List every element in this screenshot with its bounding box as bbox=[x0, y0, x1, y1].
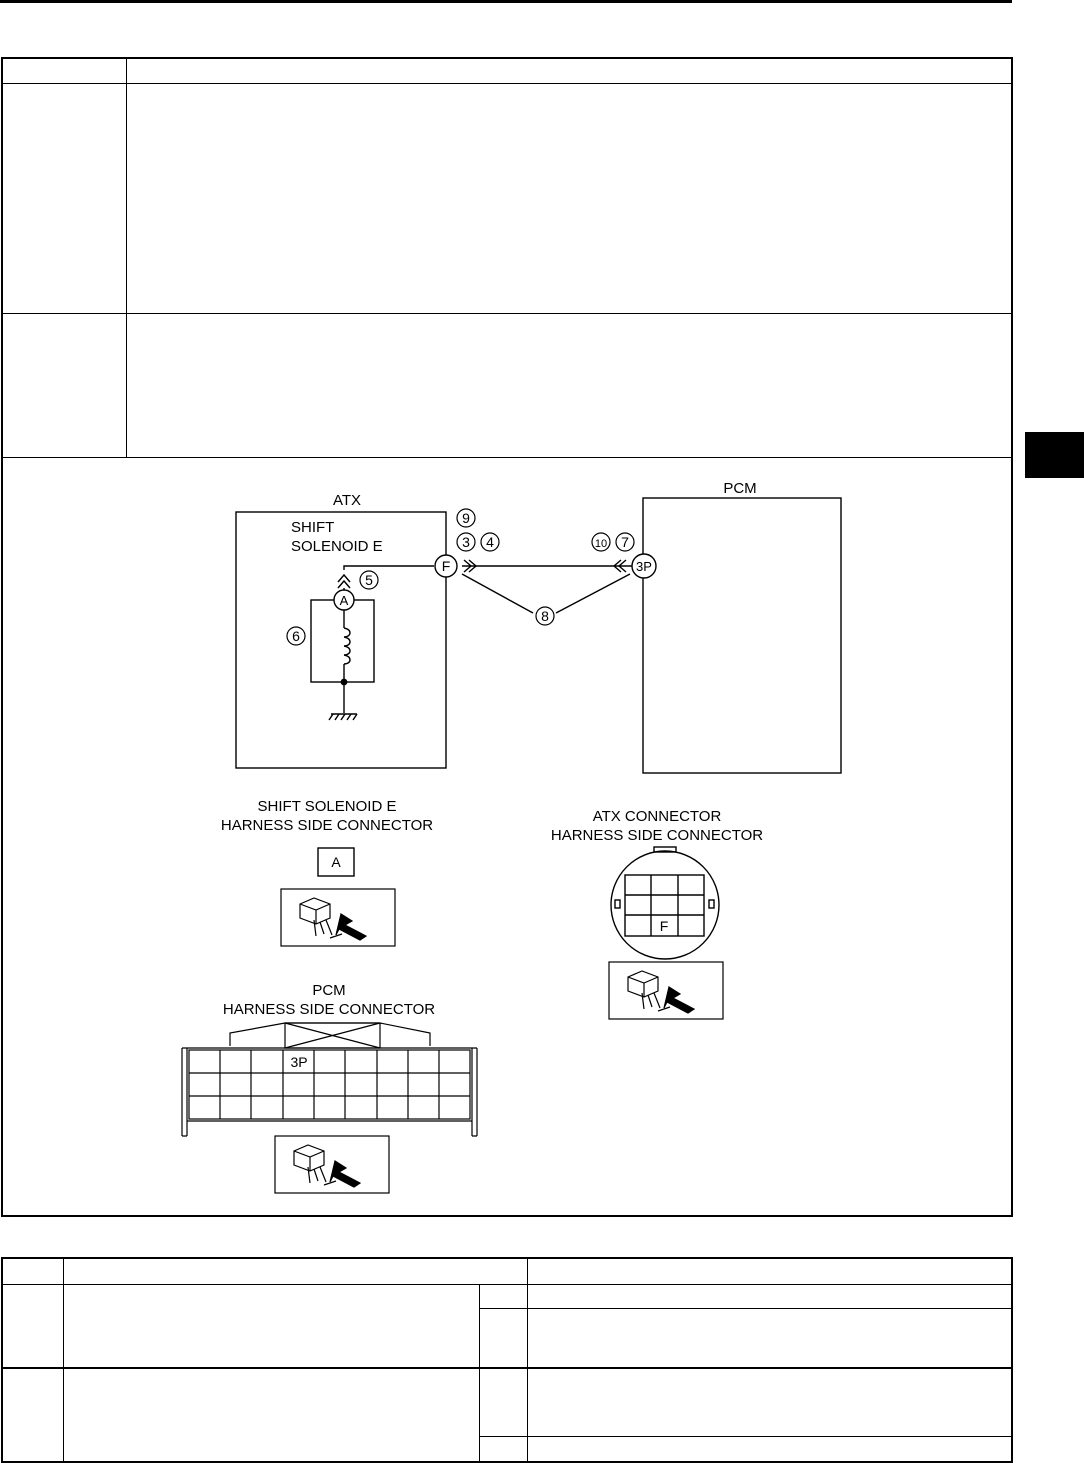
wiring-diagram bbox=[0, 458, 1012, 1216]
atx-connector-terminal: F bbox=[659, 918, 669, 934]
callout-8: 8 bbox=[541, 608, 549, 624]
info-table-row-divider bbox=[2, 313, 1012, 314]
solenoid-connector-title-line1: SHIFT SOLENOID E bbox=[257, 798, 397, 815]
callout-9: 9 bbox=[462, 510, 470, 526]
callout-7: 7 bbox=[621, 534, 629, 550]
solenoid-coil bbox=[344, 628, 350, 664]
steps-table-yes-divider-1 bbox=[480, 1308, 1012, 1309]
page-top-rule bbox=[0, 0, 1012, 3]
solenoid-label-line2: SOLENOID E bbox=[291, 538, 383, 555]
callout-4: 4 bbox=[486, 534, 494, 550]
terminal-3p-label: 3P bbox=[636, 559, 652, 574]
solenoid-connector-view-icon bbox=[281, 889, 395, 946]
info-table-column-divider bbox=[126, 58, 127, 458]
solenoid-box bbox=[311, 600, 374, 682]
steps-table-header-divider bbox=[2, 1284, 1012, 1285]
callout-3: 3 bbox=[462, 534, 470, 550]
pcm-box bbox=[643, 498, 841, 773]
solenoid-label-line1: SHIFT bbox=[291, 519, 335, 536]
atx-connector-face bbox=[611, 847, 719, 959]
solenoid-connector-title-line2: HARNESS SIDE CONNECTOR bbox=[220, 817, 434, 834]
pcm-title: PCM bbox=[723, 480, 757, 497]
pcm-connector-title-line1: PCM bbox=[312, 982, 346, 999]
atx-connector-title-line2: HARNESS SIDE CONNECTOR bbox=[550, 827, 764, 844]
terminal-f-label: F bbox=[441, 558, 451, 574]
steps-table-col2 bbox=[527, 1258, 528, 1462]
solenoid-wire bbox=[344, 566, 434, 570]
pcm-connector-terminal: 3P bbox=[290, 1054, 308, 1070]
atx-connector-view-icon bbox=[609, 962, 723, 1019]
atx-title: ATX bbox=[332, 492, 362, 509]
info-table-header-divider bbox=[2, 83, 1012, 84]
steps-table-step-divider bbox=[2, 1367, 1012, 1369]
steps-table bbox=[1, 1257, 1013, 1463]
terminal-a-label: A bbox=[339, 593, 349, 608]
pcm-connector-view-icon bbox=[275, 1136, 389, 1193]
solenoid-connector-terminal: A bbox=[331, 854, 341, 870]
pcm-connector-face bbox=[182, 1023, 477, 1136]
pcm-connector-title-line2: HARNESS SIDE CONNECTOR bbox=[222, 1001, 436, 1018]
callout-10: 10 bbox=[594, 538, 608, 550]
callout-5: 5 bbox=[365, 572, 373, 588]
atx-connector-title-line1: ATX CONNECTOR bbox=[592, 808, 722, 825]
steps-table-yes-divider-2 bbox=[480, 1436, 1012, 1437]
steps-table-col1 bbox=[63, 1258, 64, 1462]
section-tab-marker bbox=[1025, 432, 1084, 478]
callout-6: 6 bbox=[292, 628, 300, 644]
